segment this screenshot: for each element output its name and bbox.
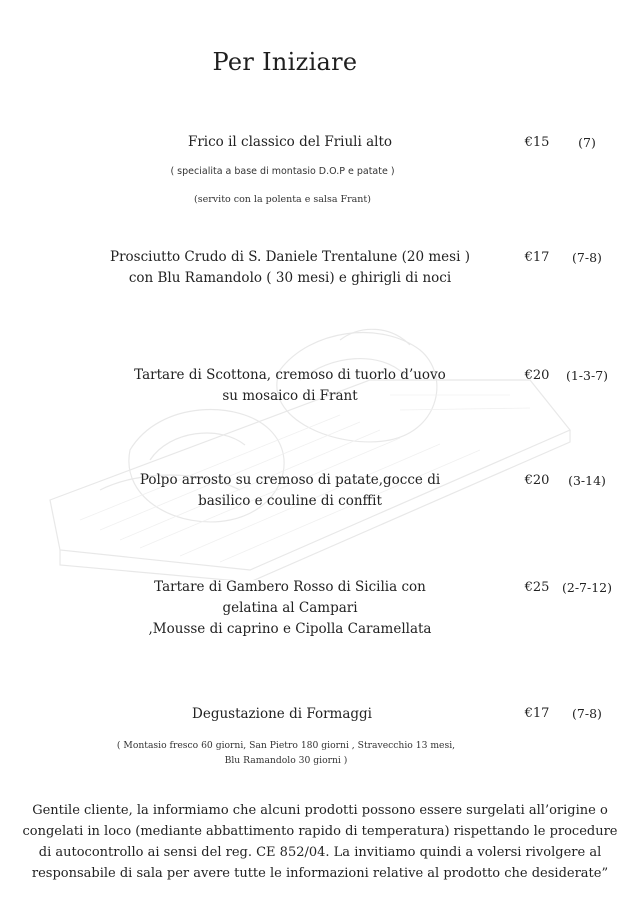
dish-note: ( specialita a base di montasio D.O.P e patate ) (170, 166, 395, 177)
dish-name: Degustazione di Formaggi (192, 706, 372, 722)
dish-name: Polpo arrosto su cremoso di patate,gocce di basilico e couline di conffit (139, 472, 441, 509)
dish-price: €20 (524, 473, 550, 488)
dish-price: €17 (524, 250, 550, 265)
section-title: Per Iniziare (212, 48, 358, 76)
dish-price: €25 (524, 580, 550, 595)
dish-price: €15 (524, 135, 550, 150)
dish-name: Tartare di Gambero Rosso di Sicilia con gelatina al Campari ,Mousse di caprino e Cipolla Caramellata (148, 579, 432, 637)
dish-price: €17 (524, 706, 550, 721)
dish-allergens: (2-7-12) (561, 580, 612, 595)
dish-allergens: (3-14) (568, 473, 606, 488)
dish-allergens: (7-8) (572, 250, 602, 265)
dish-allergens: (7-8) (572, 706, 602, 721)
dish-name: Frico il classico del Friuli alto (187, 134, 393, 150)
dish-price: €20 (524, 368, 550, 383)
dish-note: (servito con la polenta e salsa Frant) (194, 194, 371, 205)
cheese-board-sketch-watermark (40, 320, 580, 580)
dish-note: ( Montasio fresco 60 giorni, San Pietro 180 giorni , Stravecchio 13 mesi, (116, 740, 456, 751)
dish-name: Prosciutto Crudo di S. Daniele Trentalune (20 mesi ) con Blu Ramandolo ( 30 mesi) e ghirigli di noci (110, 249, 470, 286)
dish-allergens: (1-3-7) (565, 368, 609, 383)
dish-note: Blu Ramandolo 30 giorni ) (224, 755, 348, 766)
dish-allergens: (7) (578, 135, 596, 150)
allergen-disclaimer: Gentile cliente, la informiamo che alcuni prodotti possono essere surgelati all’origine o congelati in loco (mediante abbattimento rapido di temperatura) rispettando le procedure di autocontrollo ai sensi del reg. CE 852/04. La invitiamo quindi a volersi rivolgere al responsabile di sala per avere tutte le informazioni relative al prodotto che desiderate” (22, 803, 618, 881)
dish-name: Tartare di Scottona, cremoso di tuorlo d’uovo su mosaico di Frant (134, 367, 446, 404)
